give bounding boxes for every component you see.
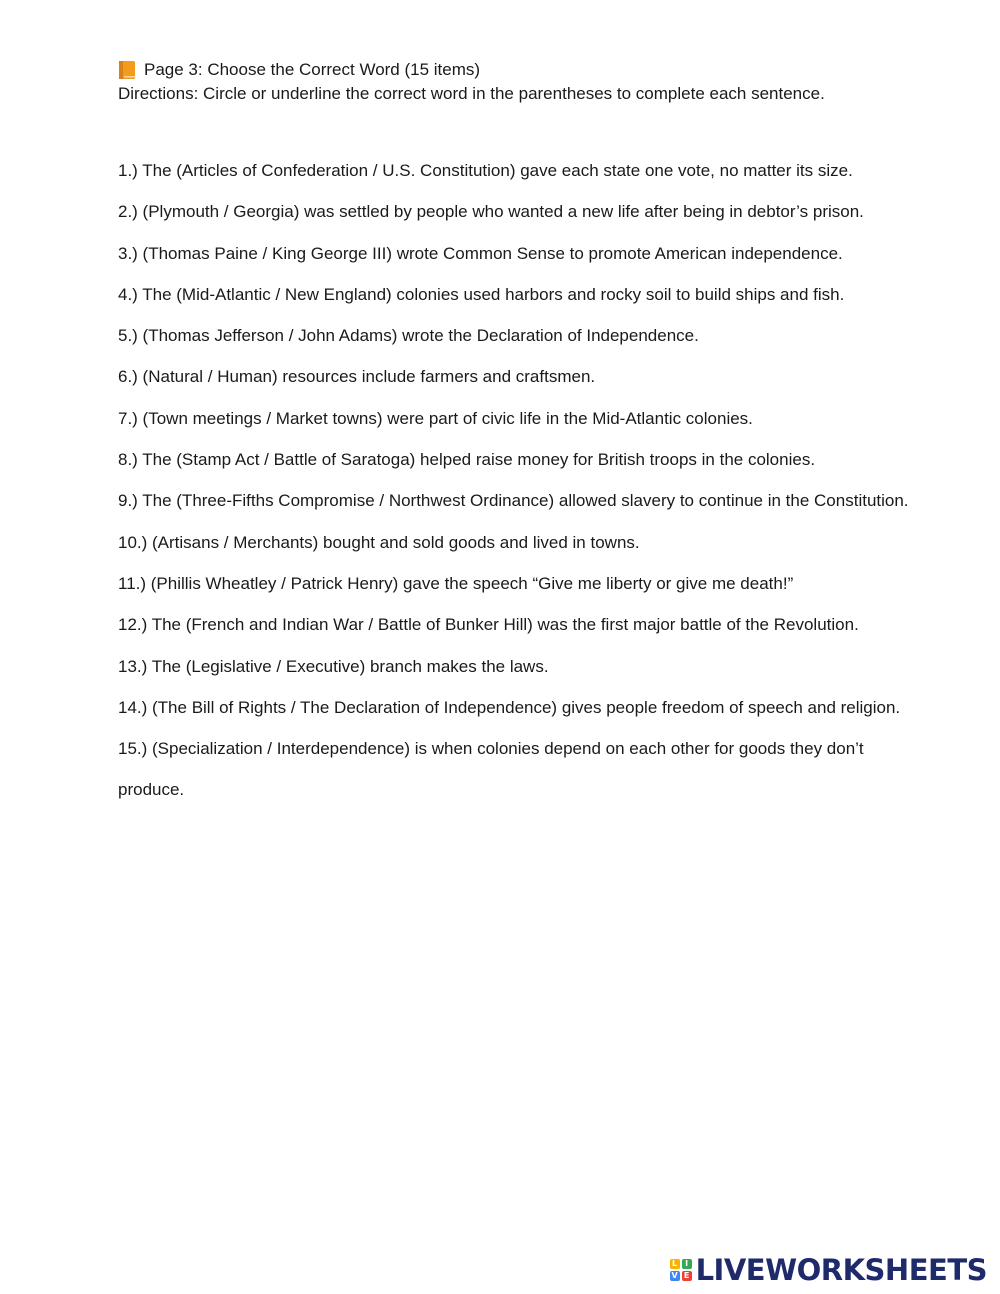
question-item-2: 2.) (Plymouth / Georgia) was settled by people who wanted a new life after being in debtor’s prison. [118, 202, 864, 222]
liveworksheets-mark-icon [670, 1259, 692, 1281]
page-header [118, 58, 938, 106]
question-list [118, 150, 918, 811]
question-item-10: 10.) (Artisans / Merchants) bought and sold goods and lived in towns. [118, 532, 640, 552]
question-item-11: 11.) (Phillis Wheatley / Patrick Henry) gave the speech “Give me liberty or give me death!” [118, 573, 794, 593]
question-item-4: 4.) The (Mid-Atlantic / New England) colonies used harbors and rocky soil to build ships and fish. [118, 284, 845, 304]
question-item-9: 9.) The (Three-Fifths Compromise / Northwest Ordinance) allowed slavery to continue in the Constitution. [118, 491, 909, 511]
question-item-7: 7.) (Town meetings / Market towns) were part of civic life in the Mid-Atlantic colonies. [118, 408, 753, 428]
logo-mark-letter: I [682, 1259, 692, 1269]
page-title: Page 3: Choose the Correct Word (15 items) [144, 60, 481, 79]
logo-mark-letter: L [670, 1259, 680, 1269]
question-item-8: 8.) The (Stamp Act / Battle of Saratoga) helped raise money for British troops in the colonies. [118, 450, 816, 470]
page-title-line [118, 58, 938, 82]
question-item-6: 6.) (Natural / Human) resources include farmers and craftsmen. [118, 367, 596, 387]
question-item-13: 13.) The (Legislative / Executive) branch makes the laws. [118, 656, 549, 676]
question-item-1: 1.) The (Articles of Confederation / U.S. Constitution) gave each state one vote, no matter its size. [118, 161, 853, 180]
directions-text: Directions: Circle or underline the correct word in the parentheses to complete each sentence. [118, 84, 825, 103]
question-item-14: 14.) (The Bill of Rights / The Declaration of Independence) gives people freedom of speech and religion. [118, 697, 901, 717]
question-item-12: 12.) The (French and Indian War / Battle of Bunker Hill) was the first major battle of the Revolution. [118, 615, 859, 635]
logo-mark-letter: V [671, 1271, 678, 1280]
question-item-5: 5.) (Thomas Jefferson / John Adams) wrote the Declaration of Independence. [118, 326, 699, 346]
liveworksheets-logo [670, 1253, 987, 1287]
question-item-15: 15.) (Specialization / Interdependence) is when colonies depend on each other for goods they don’t produce. [118, 739, 864, 800]
question-item-3: 3.) (Thomas Paine / King George III) wrote Common Sense to promote American independence. [118, 243, 843, 263]
logo-mark-letter: E [682, 1271, 692, 1281]
orange-book-icon [118, 60, 136, 80]
logo-text: LIVEWORKSHEETS [695, 1253, 987, 1287]
